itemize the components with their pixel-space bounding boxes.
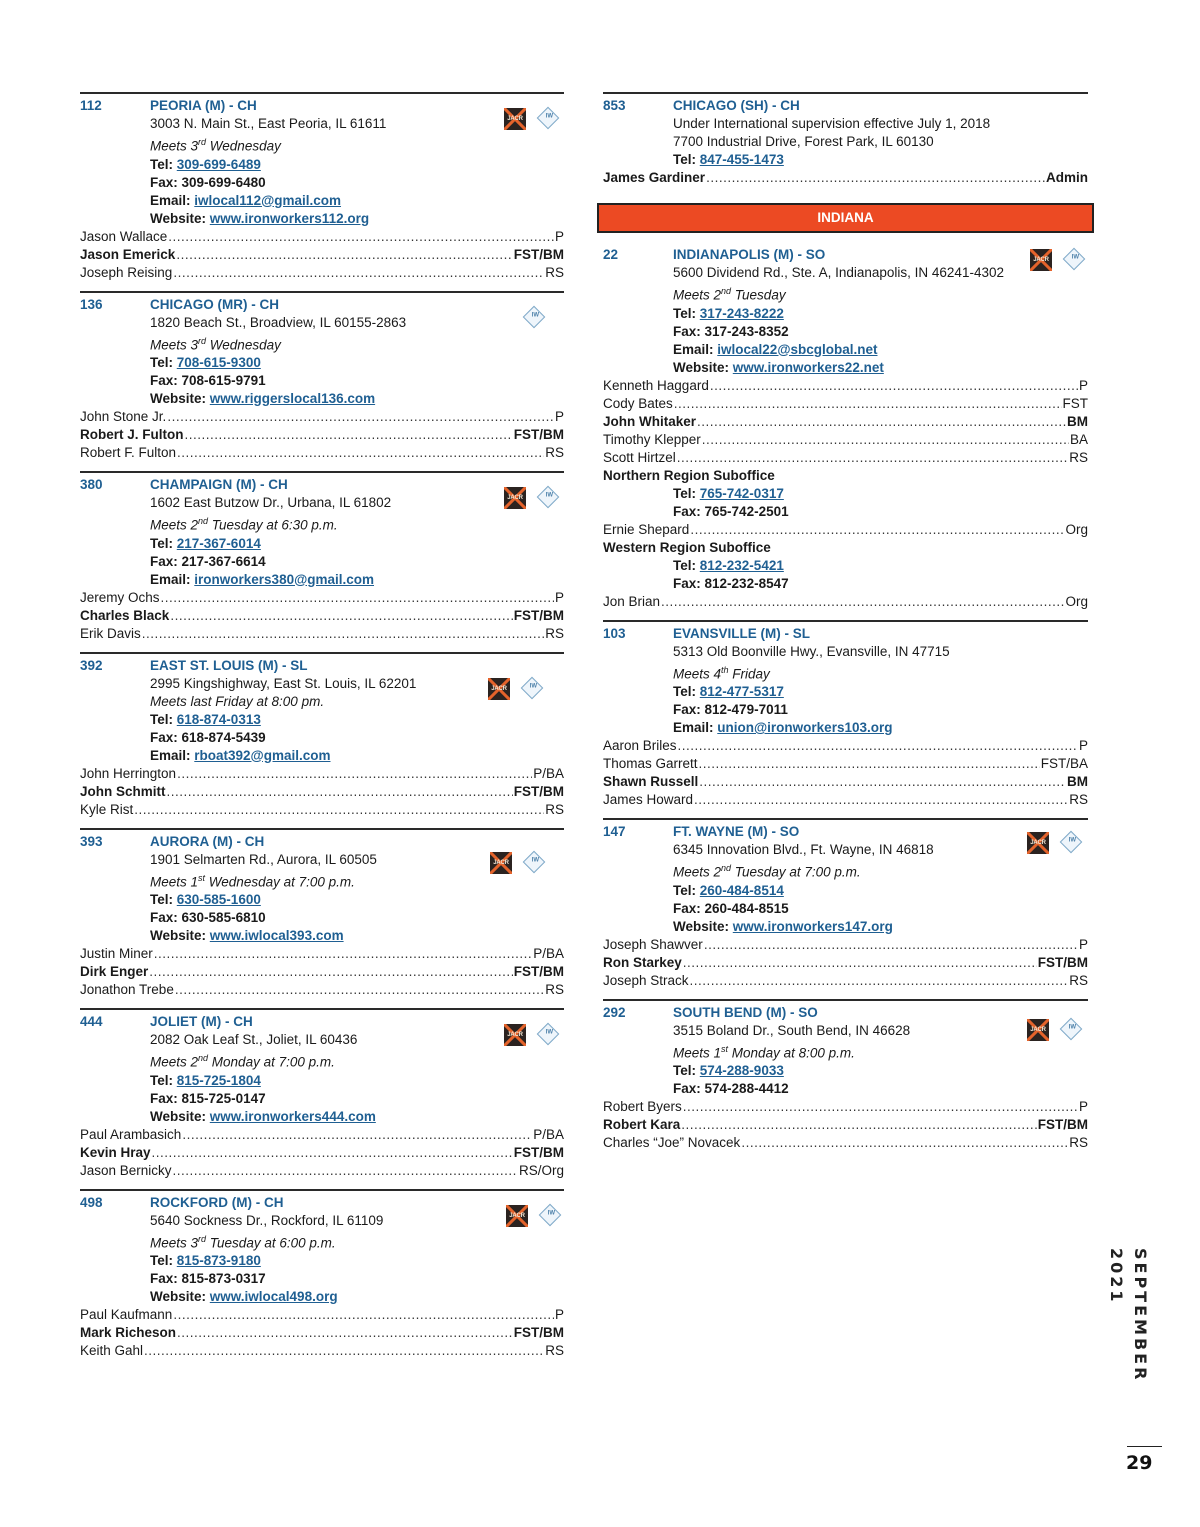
fax-line: Fax: 812-479-7011 <box>673 702 788 717</box>
ironworkers-logo-icon: IW <box>537 1023 560 1046</box>
issue-month: SEPTEMBER 2021 <box>1107 1248 1150 1383</box>
fax-line: Fax: 618-874-5439 <box>150 729 266 745</box>
logo-badges <box>504 1024 560 1048</box>
jac-logo-icon: JACR <box>1027 1019 1049 1041</box>
right-column <box>603 92 1088 1152</box>
website-line: Website: www.riggerslocal136.com <box>150 391 376 406</box>
website-link[interactable]: www.ironworkers147.org <box>732 918 893 934</box>
tel-line: Tel: 630-585-1600 <box>150 892 261 907</box>
local-name: SOUTH BEND (M) - SO <box>673 1004 818 1020</box>
local-entry-22 <box>603 243 1088 620</box>
tel-line: Tel: 260-484-8514 <box>673 882 784 898</box>
officer-row: Charles “Joe” Novacek ..... RS <box>603 1134 1088 1152</box>
officer-row: John Schmitt ..... FST/BM <box>80 783 564 801</box>
ironworkers-logo-icon: IW <box>1060 1017 1083 1040</box>
local-name: ROCKFORD (M) - CH <box>150 1194 284 1210</box>
jac-logo-icon: JACR <box>504 487 526 509</box>
website-line: Website: www.ironworkers444.com <box>150 1108 376 1124</box>
address: 1901 Selmarten Rd., Aurora, IL 60505 <box>150 851 377 867</box>
address: 3003 N. Main St., East Peoria, IL 61611 <box>150 116 387 131</box>
website-link[interactable]: www.ironworkers444.com <box>209 1108 376 1124</box>
website-line: Website: www.iwlocal393.com <box>150 928 344 943</box>
tel-line: Tel: 815-873-9180 <box>150 1253 261 1268</box>
tel-link[interactable]: 217-367-6014 <box>176 535 261 551</box>
local-name: FT. WAYNE (M) - SO <box>673 824 800 839</box>
jac-logo-icon: JACR <box>1027 832 1049 854</box>
local-name: CHICAGO (SH) - CH <box>673 98 800 113</box>
jac-logo-icon: JACR <box>504 108 526 130</box>
meeting-info: Meets 3rd Tuesday at 6:00 p.m. <box>150 1233 336 1250</box>
address: 1602 East Butzow Dr., Urbana, IL 61802 <box>150 495 392 510</box>
local-number: 22 <box>603 247 619 262</box>
officer-row: Aaron Briles ..... P <box>603 737 1088 755</box>
page-number-rule <box>1127 1446 1162 1447</box>
officer-row: John Whitaker ..... BM <box>603 413 1088 431</box>
address: 6345 Innovation Blvd., Ft. Wayne, IN 46818 <box>673 842 934 857</box>
officer-row: Kevin Hray ..... FST/BM <box>80 1144 564 1162</box>
jac-logo-icon: JACR <box>504 1024 526 1046</box>
email-line: Email: ironworkers380@gmail.com <box>150 571 375 587</box>
email-line: Email: union@ironworkers103.org <box>673 720 893 735</box>
fax-line: Fax: 815-725-0147 <box>150 1090 266 1106</box>
website-line: Website: www.ironworkers147.org <box>673 918 893 934</box>
local-entry-498 <box>80 1189 564 1361</box>
officer-row: Jason Bernicky ..... RS/Org <box>80 1162 564 1180</box>
fax-line: Fax: 630-585-6810 <box>150 910 266 925</box>
ironworkers-logo-icon: IW <box>1060 831 1083 854</box>
officer-row: Jonathon Trebe ..... RS <box>80 981 564 999</box>
local-number: 103 <box>603 625 626 641</box>
page-number: 29 <box>1126 1452 1153 1474</box>
tel-link[interactable]: 815-873-9180 <box>176 1253 261 1268</box>
logo-badges <box>1027 832 1083 856</box>
officer-row: Charles Black ..... FST/BM <box>80 607 564 625</box>
local-entry-444 <box>80 1008 564 1189</box>
officer-row: Shawn Russell ..... BM <box>603 773 1088 791</box>
website-link[interactable]: www.iwlocal393.com <box>209 928 344 943</box>
tel-link[interactable]: 847-455-1473 <box>699 152 784 167</box>
website-link[interactable]: www.iwlocal498.org <box>209 1289 338 1304</box>
officer-row: Jon Brian ..... Org <box>603 593 1088 611</box>
fax-line: Fax: 812-232-8547 <box>673 575 789 591</box>
email-link[interactable]: ironworkers380@gmail.com <box>194 571 375 587</box>
officer-row: Ernie Shepard ..... Org <box>603 521 1088 539</box>
local-number: 292 <box>603 1004 626 1020</box>
jac-logo-icon: JACR <box>506 1205 528 1227</box>
state-header-indiana: INDIANA <box>597 203 1094 233</box>
tel-line: Tel: 574-288-9033 <box>673 1063 784 1078</box>
tel-link[interactable]: 260-484-8514 <box>699 882 784 898</box>
local-number: 853 <box>603 98 626 113</box>
meeting-info: Meets 2nd Tuesday at 6:30 p.m. <box>150 516 338 533</box>
meeting-info: Meets 4th Friday <box>673 664 770 681</box>
local-entry-136 <box>80 291 564 472</box>
logo-badges <box>1030 249 1086 273</box>
local-entry-292 <box>603 999 1088 1153</box>
officer-row: Joseph Strack ..... RS <box>603 972 1088 990</box>
jac-logo-icon: JACR <box>490 852 512 874</box>
ironworkers-logo-icon: IW <box>523 850 546 873</box>
officer-row: Justin Miner ..... P/BA <box>80 945 564 963</box>
tel-link[interactable]: 765-742-0317 <box>699 485 784 501</box>
tel-line: Tel: 618-874-0313 <box>150 711 261 727</box>
tel-link[interactable]: 618-874-0313 <box>176 711 261 727</box>
officer-row: Robert J. Fulton ..... FST/BM <box>80 426 564 444</box>
email-link[interactable]: union@ironworkers103.org <box>717 720 893 735</box>
tel-line: Tel: 847-455-1473 <box>673 152 784 167</box>
officer-row: Dirk Enger ..... FST/BM <box>80 963 564 981</box>
fax-line: Fax: 574-288-4412 <box>673 1081 789 1096</box>
local-number: 498 <box>80 1194 103 1210</box>
address: 2995 Kingshighway, East St. Louis, IL 62201 <box>150 675 417 691</box>
local-name: AURORA (M) - CH <box>150 833 265 849</box>
tel-line: Tel: 815-725-1804 <box>150 1072 261 1088</box>
ironworkers-logo-icon: IW <box>539 1203 562 1226</box>
local-number: 136 <box>80 296 103 312</box>
officer-row: Jason Wallace ..... P <box>80 228 564 246</box>
tel-link[interactable]: 309-699-6489 <box>176 156 261 172</box>
local-name: EAST ST. LOUIS (M) - SL <box>150 657 308 673</box>
fax-line: Fax: 260-484-8515 <box>673 900 789 916</box>
meeting-info: Meets 2nd Monday at 7:00 p.m. <box>150 1053 335 1070</box>
local-entry-147 <box>603 818 1088 999</box>
website-link[interactable]: www.riggerslocal136.com <box>209 391 376 406</box>
officer-row: Mark Richeson ..... FST/BM <box>80 1324 564 1342</box>
suboffice-title: Western Region Suboffice <box>603 539 771 555</box>
officer-row: Joseph Shawver ..... P <box>603 936 1088 954</box>
officer-row: Ron Starkey ..... FST/BM <box>603 954 1088 972</box>
logo-badges <box>488 678 544 702</box>
officer-row: Jeremy Ochs ..... P <box>80 589 564 607</box>
local-name: INDIANAPOLIS (M) - SO <box>673 247 826 262</box>
local-number: 393 <box>80 833 103 849</box>
website-line: Website: www.ironworkers22.net <box>673 359 884 375</box>
officer-row: Thomas Garrett ..... FST/BA <box>603 755 1088 773</box>
tel-line: Tel: 765-742-0317 <box>673 485 784 501</box>
fax-line: Fax: 217-367-6614 <box>150 553 266 569</box>
suboffice-title: Northern Region Suboffice <box>603 467 775 483</box>
local-name: EVANSVILLE (M) - SL <box>673 625 810 641</box>
officer-row: John Stone Jr. ..... P <box>80 408 564 426</box>
officer-row: Robert F. Fulton ..... RS <box>80 444 564 462</box>
officer-row: Scott Hirtzel ..... RS <box>603 449 1088 467</box>
local-entry-392 <box>80 652 564 828</box>
fax-line: Fax: 708-615-9791 <box>150 373 266 388</box>
local-entry-112 <box>80 92 564 291</box>
officer-row: Kyle Rist ..... RS <box>80 801 564 819</box>
ironworkers-logo-icon: IW <box>521 676 544 699</box>
ironworkers-logo-icon: IW <box>523 305 546 328</box>
local-name: PEORIA (M) - CH <box>150 98 257 113</box>
meeting-info: Meets 3rd Wednesday <box>150 137 281 154</box>
jac-logo-icon: JACR <box>488 678 510 700</box>
officer-row: Timothy Klepper ..... BA <box>603 431 1088 449</box>
address: 5313 Old Boonville Hwy., Evansville, IN 47715 <box>673 643 950 659</box>
local-entry-853 <box>603 92 1088 187</box>
email-link[interactable]: iwlocal22@sbcglobal.net <box>717 341 878 357</box>
officer-row: Keith Gahl ..... RS <box>80 1342 564 1360</box>
tel-link[interactable]: 812-477-5317 <box>699 684 784 699</box>
fax-line: Fax: 815-873-0317 <box>150 1271 266 1286</box>
tel-link[interactable]: 815-725-1804 <box>176 1072 261 1088</box>
logo-badges <box>490 852 546 876</box>
local-entry-380 <box>80 471 564 652</box>
local-number: 147 <box>603 824 626 839</box>
tel-link[interactable]: 574-288-9033 <box>699 1063 784 1078</box>
officer-row: Joseph Reising ..... RS <box>80 264 564 282</box>
tel-line: Tel: 708-615-9300 <box>150 355 261 370</box>
meeting-info: Meets 1st Monday at 8:00 p.m. <box>673 1043 855 1060</box>
local-number: 392 <box>80 657 103 673</box>
email-line: Email: rboat392@gmail.com <box>150 747 331 763</box>
officer-row: Erik Davis ..... RS <box>80 625 564 643</box>
logo-badges <box>504 307 560 331</box>
email-line: Email: iwlocal22@sbcglobal.net <box>673 341 878 357</box>
tel-line: Tel: 317-243-8222 <box>673 305 784 321</box>
local-name: CHICAGO (MR) - CH <box>150 296 279 312</box>
logo-badges <box>504 108 560 132</box>
website-link[interactable]: www.ironworkers112.org <box>209 210 370 226</box>
ironworkers-logo-icon: IW <box>1063 248 1086 271</box>
meeting-info: Meets 1st Wednesday at 7:00 p.m. <box>150 872 355 889</box>
tel-line: Tel: 812-232-5421 <box>673 557 784 573</box>
address: 2082 Oak Leaf St., Joliet, IL 60436 <box>150 1032 358 1047</box>
jac-logo-icon: JACR <box>1030 249 1052 271</box>
logo-badges <box>506 1205 562 1229</box>
meeting-info: Meets 2nd Tuesday <box>673 286 786 303</box>
officer-row: James Howard ..... RS <box>603 791 1088 809</box>
fax-line: Fax: 309-699-6480 <box>150 174 266 190</box>
email-link[interactable]: rboat392@gmail.com <box>194 747 331 763</box>
meeting-info: Meets last Friday at 8:00 pm. <box>150 693 325 709</box>
tel-line: Tel: 812-477-5317 <box>673 684 784 699</box>
address: 1820 Beach St., Broadview, IL 60155-2863 <box>150 314 407 330</box>
tel-link[interactable]: 812-232-5421 <box>699 557 784 573</box>
officer-row: Jason Emerick ..... FST/BM <box>80 246 564 264</box>
left-column <box>80 92 564 1360</box>
website-line: Website: www.ironworkers112.org <box>150 210 370 226</box>
meeting-info: Meets 3rd Wednesday <box>150 335 281 352</box>
fax-line: Fax: 765-742-2501 <box>673 503 789 519</box>
ironworkers-logo-icon: IW <box>537 486 560 509</box>
local-entry-393 <box>80 828 564 1009</box>
tel-line: Tel: 309-699-6489 <box>150 156 261 172</box>
officer-row: Cody Bates ..... FST <box>603 395 1088 413</box>
local-entry-103 <box>603 620 1088 819</box>
tel-link[interactable]: 630-585-1600 <box>176 892 261 907</box>
address: 3515 Boland Dr., South Bend, IN 46628 <box>673 1022 911 1038</box>
officer-row: Paul Arambasich ..... P/BA <box>80 1126 564 1144</box>
officer-row: Kenneth Haggard ..... P <box>603 377 1088 395</box>
supervision-note: Under International supervision effective July 1, 2018 <box>673 116 991 131</box>
local-number: 380 <box>80 477 103 492</box>
website-line: Website: www.iwlocal498.org <box>150 1289 338 1304</box>
tel-link[interactable]: 708-615-9300 <box>176 355 261 370</box>
local-number: 444 <box>80 1014 103 1029</box>
officer-row: John Herrington ..... P/BA <box>80 765 564 783</box>
local-name: JOLIET (M) - CH <box>150 1014 253 1029</box>
meeting-info: Meets 2nd Tuesday at 7:00 p.m. <box>673 863 861 880</box>
officer-row: Robert Kara ..... FST/BM <box>603 1116 1088 1134</box>
ironworkers-logo-icon: IW <box>537 107 560 130</box>
address: 5640 Sockness Dr., Rockford, IL 61109 <box>150 1212 384 1228</box>
logo-badges <box>504 487 560 511</box>
website-link[interactable]: www.ironworkers22.net <box>732 359 884 375</box>
local-number: 112 <box>80 98 102 113</box>
email-link[interactable]: iwlocal112@gmail.com <box>194 192 342 208</box>
address: 5600 Dividend Rd., Ste. A, Indianapolis, IN 46241-4302 <box>673 265 1004 280</box>
tel-link[interactable]: 317-243-8222 <box>699 305 784 321</box>
local-name: CHAMPAIGN (M) - CH <box>150 477 288 492</box>
tel-line: Tel: 217-367-6014 <box>150 535 261 551</box>
address: 7700 Industrial Drive, Forest Park, IL 60130 <box>673 134 934 149</box>
email-line: Email: iwlocal112@gmail.com <box>150 192 342 208</box>
officer-row: Robert Byers ..... P <box>603 1098 1088 1116</box>
logo-badges <box>1027 1019 1083 1043</box>
fax-line: Fax: 317-243-8352 <box>673 323 789 339</box>
officer-row: Paul Kaufmann ..... P <box>80 1306 564 1324</box>
officer-row: James Gardiner ..... Admin <box>603 169 1088 187</box>
